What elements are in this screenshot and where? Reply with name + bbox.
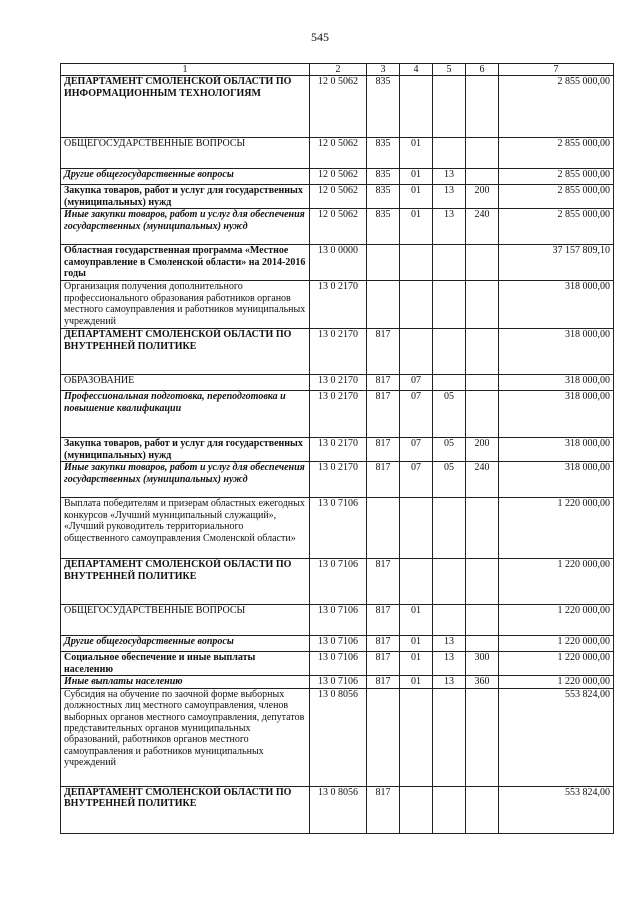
section-code-cell: 01 bbox=[400, 605, 433, 636]
expense-type-cell: 200 bbox=[466, 185, 499, 209]
section-code-cell bbox=[400, 688, 433, 786]
expense-type-cell bbox=[466, 281, 499, 329]
row-name-cell: ОБРАЗОВАНИЕ bbox=[61, 375, 310, 391]
table-row bbox=[61, 438, 614, 462]
ministry-code-cell: 835 bbox=[367, 169, 400, 185]
header-cell: 3 bbox=[367, 64, 400, 76]
target-code-cell: 13 0 7106 bbox=[310, 636, 367, 652]
expense-type-cell: 240 bbox=[466, 462, 499, 498]
row-name-cell: Другие общегосударственные вопросы bbox=[61, 636, 310, 652]
table-row bbox=[61, 185, 614, 209]
budget-table bbox=[60, 63, 614, 834]
expense-type-cell: 360 bbox=[466, 676, 499, 688]
subsection-code-cell: 05 bbox=[433, 462, 466, 498]
section-code-cell bbox=[400, 559, 433, 605]
table-row bbox=[61, 209, 614, 245]
subsection-code-cell: 13 bbox=[433, 169, 466, 185]
amount-cell: 553 824,00 bbox=[499, 688, 614, 786]
subsection-code-cell: 05 bbox=[433, 391, 466, 438]
expense-type-cell bbox=[466, 559, 499, 605]
expense-type-cell bbox=[466, 76, 499, 138]
ministry-code-cell bbox=[367, 281, 400, 329]
target-code-cell: 12 0 5062 bbox=[310, 138, 367, 169]
table-row bbox=[61, 245, 614, 281]
ministry-code-cell: 817 bbox=[367, 636, 400, 652]
target-code-cell: 13 0 2170 bbox=[310, 391, 367, 438]
expense-type-cell bbox=[466, 169, 499, 185]
row-name-cell: ОБЩЕГОСУДАРСТВЕННЫЕ ВОПРОСЫ bbox=[61, 605, 310, 636]
section-code-cell: 07 bbox=[400, 391, 433, 438]
ministry-code-cell: 835 bbox=[367, 209, 400, 245]
ministry-code-cell bbox=[367, 498, 400, 559]
ministry-code-cell: 817 bbox=[367, 438, 400, 462]
amount-cell: 1 220 000,00 bbox=[499, 676, 614, 688]
target-code-cell: 13 0 7106 bbox=[310, 559, 367, 605]
amount-cell: 318 000,00 bbox=[499, 329, 614, 375]
ministry-code-cell: 817 bbox=[367, 329, 400, 375]
row-name-cell: ДЕПАРТАМЕНТ СМОЛЕНСКОЙ ОБЛАСТИ ПО ИНФОРМАЦИОННЫМ ТЕХНОЛОГИЯМ bbox=[61, 76, 310, 138]
row-name-cell: Иные закупки товаров, работ и услуг для обеспечения государственных (муниципальных) нужд bbox=[61, 209, 310, 245]
row-name-cell: Другие общегосударственные вопросы bbox=[61, 169, 310, 185]
ministry-code-cell: 835 bbox=[367, 138, 400, 169]
section-code-cell: 01 bbox=[400, 652, 433, 676]
ministry-code-cell: 817 bbox=[367, 391, 400, 438]
amount-cell: 2 855 000,00 bbox=[499, 138, 614, 169]
target-code-cell: 12 0 5062 bbox=[310, 209, 367, 245]
amount-cell: 553 824,00 bbox=[499, 786, 614, 833]
row-name-cell: Организация получения дополнительного профессионального образования работников органов местного самоуправления и работников муниципальных учреждений bbox=[61, 281, 310, 329]
row-name-cell: Профессиональная подготовка, переподготовка и повышение квалификации bbox=[61, 391, 310, 438]
row-name-cell: ОБЩЕГОСУДАРСТВЕННЫЕ ВОПРОСЫ bbox=[61, 138, 310, 169]
section-code-cell bbox=[400, 245, 433, 281]
target-code-cell: 12 0 5062 bbox=[310, 76, 367, 138]
target-code-cell: 13 0 2170 bbox=[310, 438, 367, 462]
table-row bbox=[61, 329, 614, 375]
subsection-code-cell: 13 bbox=[433, 652, 466, 676]
subsection-code-cell bbox=[433, 559, 466, 605]
page-number: 545 bbox=[311, 30, 329, 44]
table-row bbox=[61, 169, 614, 185]
target-code-cell: 13 0 8056 bbox=[310, 786, 367, 833]
subsection-code-cell bbox=[433, 498, 466, 559]
ministry-code-cell: 835 bbox=[367, 76, 400, 138]
subsection-code-cell: 13 bbox=[433, 209, 466, 245]
expense-type-cell bbox=[466, 329, 499, 375]
expense-type-cell bbox=[466, 138, 499, 169]
ministry-code-cell: 835 bbox=[367, 185, 400, 209]
row-name-cell: Областная государственная программа «Местное самоуправление в Смоленской области» на 2014-2016 годы bbox=[61, 245, 310, 281]
expense-type-cell: 200 bbox=[466, 438, 499, 462]
amount-cell: 1 220 000,00 bbox=[499, 636, 614, 652]
expense-type-cell bbox=[466, 636, 499, 652]
row-name-cell: Закупка товаров, работ и услуг для государственных (муниципальных) нужд bbox=[61, 185, 310, 209]
target-code-cell: 13 0 7106 bbox=[310, 605, 367, 636]
table-row bbox=[61, 462, 614, 498]
row-name-cell: ДЕПАРТАМЕНТ СМОЛЕНСКОЙ ОБЛАСТИ ПО ВНУТРЕННЕЙ ПОЛИТИКЕ bbox=[61, 559, 310, 605]
amount-cell: 2 855 000,00 bbox=[499, 185, 614, 209]
subsection-code-cell bbox=[433, 76, 466, 138]
header-cell: 2 bbox=[310, 64, 367, 76]
ministry-code-cell: 817 bbox=[367, 605, 400, 636]
table-row bbox=[61, 676, 614, 688]
header-cell: 7 bbox=[499, 64, 614, 76]
subsection-code-cell bbox=[433, 375, 466, 391]
subsection-code-cell: 13 bbox=[433, 636, 466, 652]
row-name-cell: Иные закупки товаров, работ и услуг для обеспечения государственных (муниципальных) нужд bbox=[61, 462, 310, 498]
row-name-cell: Иные выплаты населению bbox=[61, 676, 310, 688]
table-row bbox=[61, 138, 614, 169]
subsection-code-cell bbox=[433, 329, 466, 375]
amount-cell: 1 220 000,00 bbox=[499, 652, 614, 676]
ministry-code-cell bbox=[367, 245, 400, 281]
target-code-cell: 13 0 7106 bbox=[310, 676, 367, 688]
amount-cell: 2 855 000,00 bbox=[499, 169, 614, 185]
header-cell: 1 bbox=[61, 64, 310, 76]
target-code-cell: 13 0 8056 bbox=[310, 688, 367, 786]
section-code-cell bbox=[400, 76, 433, 138]
target-code-cell: 13 0 2170 bbox=[310, 462, 367, 498]
table-row bbox=[61, 76, 614, 138]
ministry-code-cell: 817 bbox=[367, 462, 400, 498]
table-row bbox=[61, 652, 614, 676]
table-row bbox=[61, 786, 614, 833]
table-row bbox=[61, 688, 614, 786]
amount-cell: 1 220 000,00 bbox=[499, 605, 614, 636]
row-name-cell: Закупка товаров, работ и услуг для государственных (муниципальных) нужд bbox=[61, 438, 310, 462]
target-code-cell: 12 0 5062 bbox=[310, 169, 367, 185]
expense-type-cell: 300 bbox=[466, 652, 499, 676]
section-code-cell: 01 bbox=[400, 185, 433, 209]
table-row bbox=[61, 375, 614, 391]
table-header-row bbox=[61, 64, 614, 76]
subsection-code-cell bbox=[433, 281, 466, 329]
section-code-cell: 01 bbox=[400, 209, 433, 245]
target-code-cell: 13 0 7106 bbox=[310, 498, 367, 559]
amount-cell: 318 000,00 bbox=[499, 375, 614, 391]
amount-cell: 37 157 809,10 bbox=[499, 245, 614, 281]
amount-cell: 318 000,00 bbox=[499, 438, 614, 462]
expense-type-cell bbox=[466, 605, 499, 636]
section-code-cell: 07 bbox=[400, 462, 433, 498]
target-code-cell: 13 0 2170 bbox=[310, 329, 367, 375]
header-cell: 5 bbox=[433, 64, 466, 76]
section-code-cell: 01 bbox=[400, 676, 433, 688]
target-code-cell: 13 0 7106 bbox=[310, 652, 367, 676]
target-code-cell: 12 0 5062 bbox=[310, 185, 367, 209]
section-code-cell bbox=[400, 498, 433, 559]
table-row bbox=[61, 559, 614, 605]
section-code-cell bbox=[400, 786, 433, 833]
subsection-code-cell bbox=[433, 786, 466, 833]
expense-type-cell: 240 bbox=[466, 209, 499, 245]
expense-type-cell bbox=[466, 391, 499, 438]
section-code-cell: 01 bbox=[400, 138, 433, 169]
ministry-code-cell: 817 bbox=[367, 652, 400, 676]
subsection-code-cell: 05 bbox=[433, 438, 466, 462]
table-row bbox=[61, 281, 614, 329]
subsection-code-cell: 13 bbox=[433, 676, 466, 688]
amount-cell: 2 855 000,00 bbox=[499, 209, 614, 245]
target-code-cell: 13 0 0000 bbox=[310, 245, 367, 281]
subsection-code-cell bbox=[433, 688, 466, 786]
target-code-cell: 13 0 2170 bbox=[310, 375, 367, 391]
ministry-code-cell: 817 bbox=[367, 676, 400, 688]
header-cell: 6 bbox=[466, 64, 499, 76]
target-code-cell: 13 0 2170 bbox=[310, 281, 367, 329]
subsection-code-cell bbox=[433, 245, 466, 281]
subsection-code-cell bbox=[433, 605, 466, 636]
section-code-cell: 07 bbox=[400, 375, 433, 391]
expense-type-cell bbox=[466, 375, 499, 391]
section-code-cell bbox=[400, 329, 433, 375]
section-code-cell: 07 bbox=[400, 438, 433, 462]
expense-type-cell bbox=[466, 786, 499, 833]
amount-cell: 318 000,00 bbox=[499, 391, 614, 438]
row-name-cell: ДЕПАРТАМЕНТ СМОЛЕНСКОЙ ОБЛАСТИ ПО ВНУТРЕННЕЙ ПОЛИТИКЕ bbox=[61, 786, 310, 833]
amount-cell: 1 220 000,00 bbox=[499, 559, 614, 605]
ministry-code-cell: 817 bbox=[367, 375, 400, 391]
amount-cell: 318 000,00 bbox=[499, 462, 614, 498]
row-name-cell: Социальное обеспечение и иные выплаты населению bbox=[61, 652, 310, 676]
amount-cell: 318 000,00 bbox=[499, 281, 614, 329]
section-code-cell: 01 bbox=[400, 636, 433, 652]
ministry-code-cell: 817 bbox=[367, 786, 400, 833]
table-row bbox=[61, 391, 614, 438]
expense-type-cell bbox=[466, 245, 499, 281]
ministry-code-cell: 817 bbox=[367, 559, 400, 605]
expense-type-cell bbox=[466, 688, 499, 786]
expense-type-cell bbox=[466, 498, 499, 559]
section-code-cell: 01 bbox=[400, 169, 433, 185]
row-name-cell: Субсидия на обучение по заочной форме выборных должностных лиц местного самоуправления, членов выборных органов местного самоуправления, депутатов представительных органов муниципальных образований, работников органов местного самоуправления и работников муниципальных учреждений bbox=[61, 688, 310, 786]
header-cell: 4 bbox=[400, 64, 433, 76]
table-row bbox=[61, 605, 614, 636]
amount-cell: 1 220 000,00 bbox=[499, 498, 614, 559]
subsection-code-cell bbox=[433, 138, 466, 169]
section-code-cell bbox=[400, 281, 433, 329]
table-row bbox=[61, 636, 614, 652]
row-name-cell: Выплата победителям и призерам областных ежегодных конкурсов «Лучший муниципальный служащий», «Лучший руководитель территориального общественного самоуправления Смоленской области» bbox=[61, 498, 310, 559]
ministry-code-cell bbox=[367, 688, 400, 786]
row-name-cell: ДЕПАРТАМЕНТ СМОЛЕНСКОЙ ОБЛАСТИ ПО ВНУТРЕННЕЙ ПОЛИТИКЕ bbox=[61, 329, 310, 375]
table-row bbox=[61, 498, 614, 559]
subsection-code-cell: 13 bbox=[433, 185, 466, 209]
amount-cell: 2 855 000,00 bbox=[499, 76, 614, 138]
